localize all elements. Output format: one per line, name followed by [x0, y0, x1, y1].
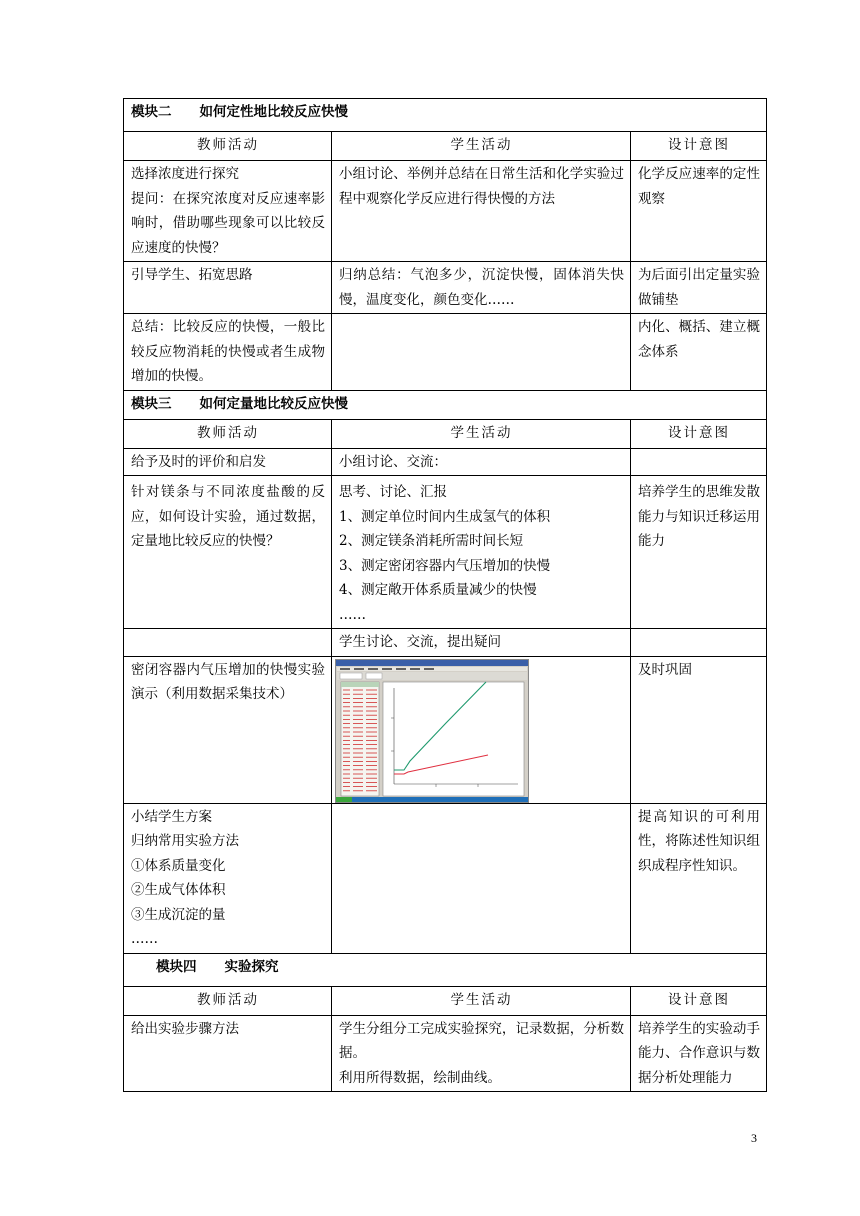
header-teacher: 教师活动	[124, 132, 332, 161]
teacher-cell: 密闭容器内气压增加的快慢实验演示（利用数据采集技术）	[124, 656, 332, 803]
header-student: 学生活动	[332, 419, 631, 448]
intent-cell: 为后面引出定量实验做铺垫	[631, 262, 767, 314]
data-logger-window-image	[336, 660, 528, 802]
table-row	[124, 314, 767, 391]
teacher-cell: 小结学生方案 归纳常用实验方法 ①体系质量变化 ②生成气体体积 ③生成沉淀的量 ……	[124, 803, 332, 953]
teacher-cell: 总结：比较反应的快慢，一般比较反应物消耗的快慢或者生成物增加的快慢。	[124, 314, 332, 391]
student-cell: 小组讨论、交流：	[332, 448, 631, 476]
table-row	[124, 629, 767, 657]
table-row	[124, 448, 767, 476]
teacher-cell: 给予及时的评价和启发	[124, 448, 332, 476]
student-cell	[332, 314, 631, 391]
student-cell	[332, 656, 631, 803]
intent-cell	[631, 629, 767, 657]
student-cell: 学生讨论、交流，提出疑问	[332, 629, 631, 657]
table-row	[124, 161, 767, 262]
teacher-cell: 针对镁条与不同浓度盐酸的反应，如何设计实验，通过数据，定量地比较反应的快慢？	[124, 476, 332, 629]
table-row	[124, 1015, 767, 1092]
header-teacher: 教师活动	[124, 986, 332, 1015]
module4-title: 模块四 实验探究	[124, 953, 767, 986]
table-row	[124, 262, 767, 314]
intent-cell: 提高知识的可利用性，将陈述性知识组织成程序性知识。	[631, 803, 767, 953]
module-title-row	[124, 390, 767, 419]
module2-title: 模块二 如何定性地比较反应快慢	[124, 99, 767, 132]
table-row	[124, 803, 767, 953]
column-header-row	[124, 132, 767, 161]
teacher-cell: 给出实验步骤方法	[124, 1015, 332, 1092]
student-cell: 归纳总结：气泡多少，沉淀快慢，固体消失快慢，温度变化，颜色变化……	[332, 262, 631, 314]
header-intent: 设计意图	[631, 132, 767, 161]
teacher-cell: 引导学生、拓宽思路	[124, 262, 332, 314]
student-cell: 学生分组分工完成实验探究，记录数据，分析数据。 利用所得数据，绘制曲线。	[332, 1015, 631, 1092]
module-title-row	[124, 99, 767, 132]
intent-cell: 内化、概括、建立概念体系	[631, 314, 767, 391]
table-row	[124, 476, 767, 629]
intent-cell: 及时巩固	[631, 656, 767, 803]
page-number: 3	[751, 1131, 757, 1145]
header-intent: 设计意图	[631, 419, 767, 448]
header-intent: 设计意图	[631, 986, 767, 1015]
header-teacher: 教师活动	[124, 419, 332, 448]
intent-cell: 化学反应速率的定性观察	[631, 161, 767, 262]
table-row	[124, 656, 767, 803]
column-header-row	[124, 419, 767, 448]
intent-cell: 培养学生的实验动手能力、合作意识与数据分析处理能力	[631, 1015, 767, 1092]
module-title-row	[124, 953, 767, 986]
teacher-cell	[124, 629, 332, 657]
lesson-plan-table	[123, 98, 767, 1092]
header-student: 学生活动	[332, 132, 631, 161]
intent-cell	[631, 448, 767, 476]
teacher-cell: 选择浓度进行探究 提问：在探究浓度对反应速率影响时，借助哪些现象可以比较反应速度的快慢？	[124, 161, 332, 262]
intent-cell: 培养学生的思维发散能力与知识迁移运用能力	[631, 476, 767, 629]
student-cell: 思考、讨论、汇报 1、测定单位时间内生成氢气的体积 2、测定镁条消耗所需时间长短 3、测定密闭容器内气压增加的快慢 4、测定敞开体系质量减少的快慢 ……	[332, 476, 631, 629]
student-cell: 小组讨论、举例并总结在日常生活和化学实验过程中观察化学反应进行得快慢的方法	[332, 161, 631, 262]
data-logger-screenshot	[335, 659, 529, 803]
header-student: 学生活动	[332, 986, 631, 1015]
student-cell	[332, 803, 631, 953]
column-header-row	[124, 986, 767, 1015]
module3-title: 模块三 如何定量地比较反应快慢	[124, 390, 767, 419]
